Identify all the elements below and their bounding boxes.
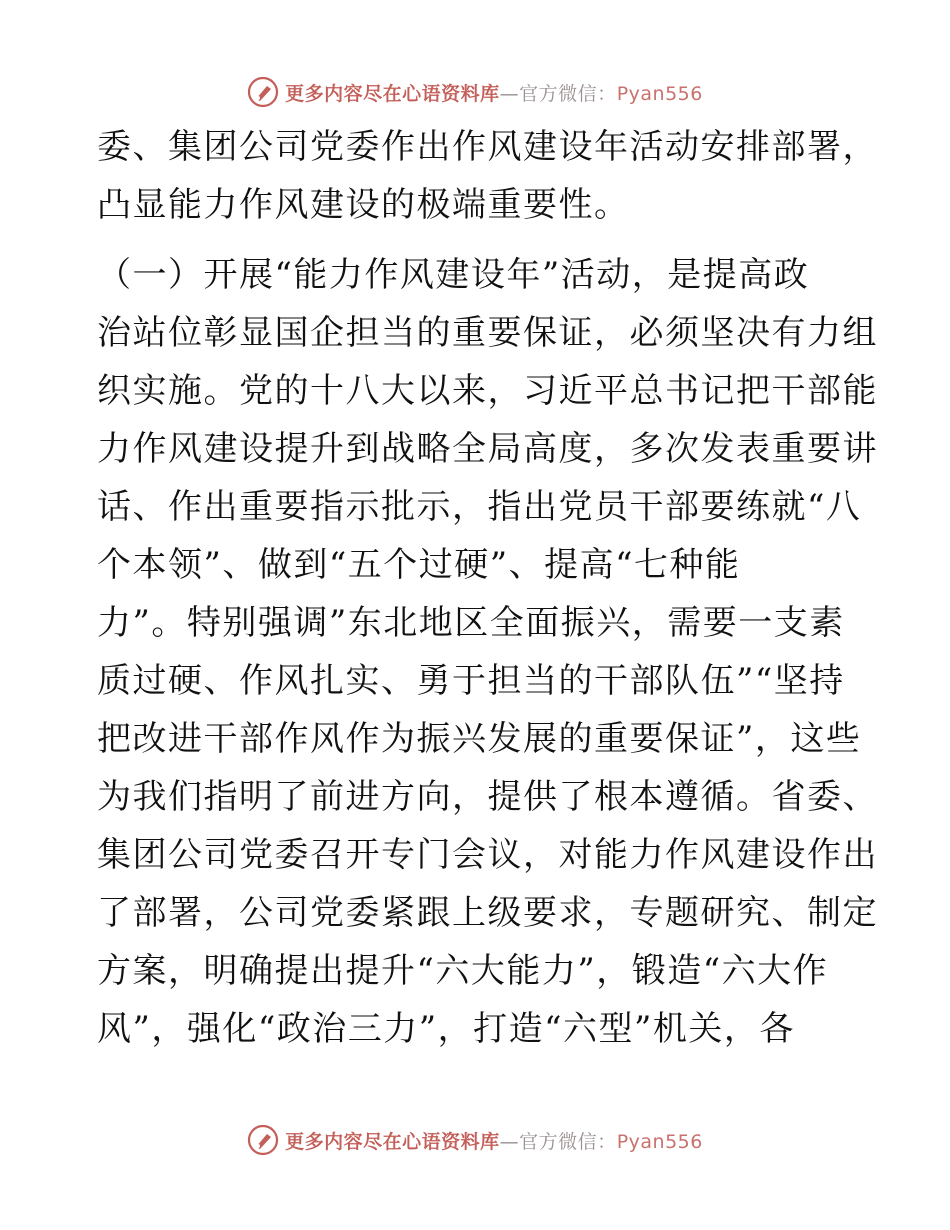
text-line: 织实施。党的十八大以来，习近平总书记把干部能: [97, 371, 878, 411]
watermark-wechat-label: 官方微信：: [519, 1130, 617, 1153]
text-line: 把改进干部作风作为振兴发展的重要保证”，这些: [97, 719, 862, 759]
footer-watermark: [0, 1120, 950, 1160]
text-line: 风”，强化“政治三力”，打造“六型”机关，各: [97, 1009, 795, 1049]
document-body: [97, 118, 878, 1058]
watermark-brand: 更多内容尽在心语资料库: [285, 82, 500, 105]
watermark-separator: —: [499, 1130, 520, 1153]
pen-nib-logo-icon: [247, 1124, 279, 1156]
pen-nib-logo-icon: [247, 76, 279, 108]
paragraph-heading-line: （一）开展“能力作风建设年”活动，是提高政: [97, 255, 810, 295]
text-line: 为我们指明了前进方向，提供了根本遵循。省委、: [97, 777, 878, 817]
text-line: 质过硬、作风扎实、勇于担当的干部队伍”“坚持: [97, 661, 845, 701]
header-watermark: [0, 72, 950, 112]
text-line: 委、集团公司党委作出作风建设年活动安排部署，: [97, 127, 878, 167]
watermark-wechat-id: Pyan556: [616, 82, 703, 105]
text-line: 力作风建设提升到战略全局高度，多次发表重要讲: [97, 429, 878, 469]
watermark-brand: 更多内容尽在心语资料库: [285, 1130, 500, 1153]
text-line: 方案，明确提出提升“六大能力”，锻造“六大作: [97, 951, 829, 991]
watermark-text: [285, 1127, 703, 1154]
watermark-text: [285, 79, 703, 106]
watermark-wechat-label: 官方微信：: [519, 82, 617, 105]
watermark-wechat-id: Pyan556: [616, 1130, 703, 1153]
text-line: 个本领”、做到“五个过硬”、提高“七种能: [97, 545, 741, 585]
text-line: 集团公司党委召开专门会议，对能力作风建设作出: [97, 835, 878, 875]
watermark-separator: —: [499, 82, 520, 105]
text-line: 力”。特别强调”东北地区全面振兴，需要一支素: [97, 603, 845, 643]
text-line: 了部署，公司党委紧跟上级要求，专题研究、制定: [97, 893, 878, 933]
text-line: 凸显能力作风建设的极端重要性。: [97, 185, 630, 225]
text-line: 治站位彰显国企担当的重要保证，必须坚决有力组: [97, 313, 878, 353]
text-line: 话、作出重要指示批示，指出党员干部要练就“八: [97, 487, 862, 527]
